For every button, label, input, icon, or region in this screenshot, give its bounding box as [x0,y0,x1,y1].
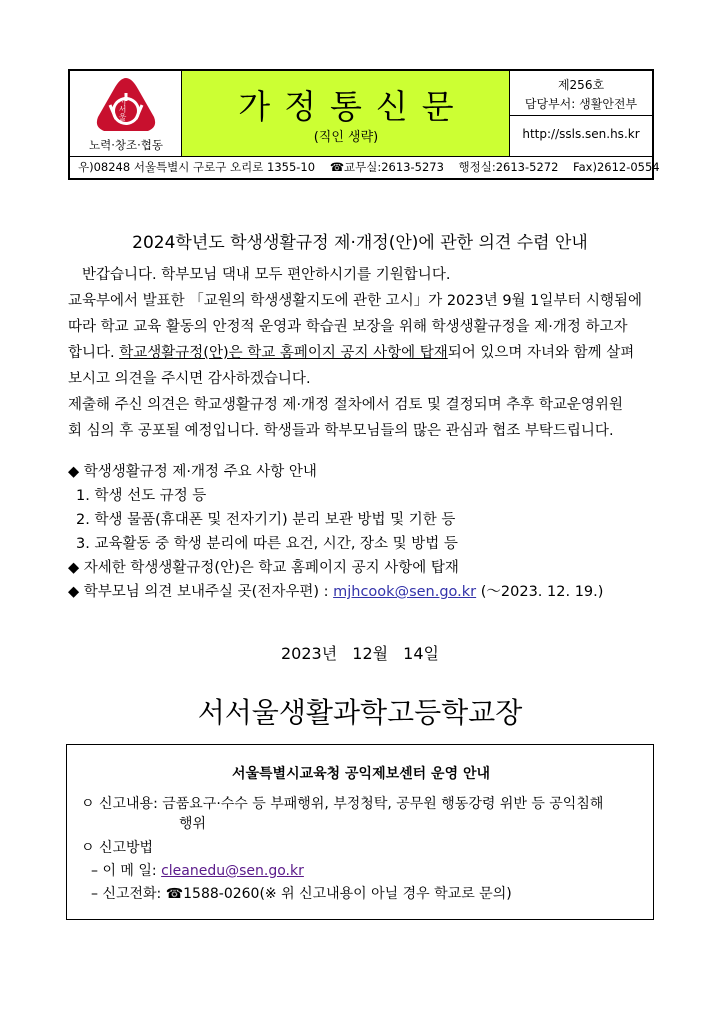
document-title: 2024학년도 학생생활규정 제·개정(안)에 관한 의견 수렴 안내 [132,233,588,253]
info-divider [510,115,652,116]
school-website: http://ssls.sen.hs.kr [522,127,640,141]
seal-omitted-note: (직인 생략) [313,130,379,145]
report-content-continued: 행위 [179,816,207,832]
paragraph1-line3-end: 되어 있으며 자녀와 함께 살펴 [447,345,635,361]
title-cell [182,71,510,156]
newsletter-header [68,69,660,180]
report-email-link[interactable]: cleanedu@sen.go.kr [161,863,304,879]
school-motto: 노력·창조·협동 [89,138,163,152]
paragraph1-line4: 보시고 의견을 주시면 감사하겠습니다. [68,371,311,387]
report-phone-row: – 신고전화: ☎1588-0260(※ 위 신고내용이 아닐 경우 학교로 문의) [91,886,512,902]
report-method-heading: ㅇ 신고방법 [81,840,154,856]
info-cell [510,71,652,156]
regulation-posting-note: 학교생활규정(안)은 학교 홈페이지 공지 사항에 탑재 [119,345,448,361]
department: 담당부서: 생활안전부 [524,97,638,111]
paragraph1-line2: 따라 학교 교육 활동의 안정적 운영과 학습권 보장을 위해 학생생활규정을 제·개정 하고자 [68,319,628,335]
fax-number: Fax)2612-0554 [573,160,660,174]
issue-number: 제256호 [557,78,605,92]
paragraph2-line1: 제출해 주신 의견은 학교생활규정 제·개정 절차에서 검토 및 결정되며 추후 학교운영위원 [68,397,623,413]
issue-date: 2023년 12월 14일 [281,644,439,663]
page-title: 가정통신문 [238,87,468,126]
school-address: 우)08248 서울특별시 구로구 오리로 1355-10 [78,160,316,174]
change-item-2: 2. 학생 물품(휴대폰 및 전자기기) 분리 보관 방법 및 기한 등 [76,512,456,528]
contact-row [70,156,660,178]
submit-deadline: (～2023. 12. 19.) [476,584,604,600]
paragraph1-line3 [68,341,634,362]
notice-title: 서울특별시교육청 공익제보센터 운영 안내 [231,766,491,782]
report-email-label: – 이 메 일: [91,863,162,879]
greeting: 반갑습니다. 학부모님 댁내 모두 편안하시기를 기원합니다. [82,267,451,283]
report-email-row [91,860,304,880]
report-content: ㅇ 신고내용: 금품요구·수수 등 부패행위, 부정청탁, 공무원 행동강령 위반 등 공익침해 [81,796,604,812]
paragraph2-line2: 회 심의 후 공포될 예정입니다. 학생들과 학부모님들의 많은 관심과 협조 부탁드립니다. [68,423,614,439]
bullet-submit-opinion [68,580,603,601]
phone-admin: ☎교무실:2613-5273 [329,160,444,174]
paragraph1-line1: 교육부에서 발표한 「교원의 학생생활지도에 관한 고시」가 2023년 9월 1일부터 시행됨에 [68,293,643,309]
opinion-email-link[interactable]: mjhcook@sen.go.kr [333,584,477,600]
change-item-1: 1. 학생 선도 규정 등 [76,488,207,504]
logo-text: 서서울 [118,97,127,121]
bullet-homepage-notice: ◆ 자세한 학생생활규정(안)은 학교 홈페이지 공지 사항에 탑재 [68,560,459,576]
bullet-main-changes: ◆ 학생생활규정 제·개정 주요 사항 안내 [68,464,317,480]
principal-signature: 서서울생활과학고등학교장 [197,696,523,729]
phone-office: 행정실:2613-5272 [458,160,559,174]
paragraph1-line3-start: 합니다. [68,345,120,361]
whistleblower-notice-box [66,744,654,920]
logo-cell [70,71,182,156]
change-item-3: 3. 교육활동 중 학생 분리에 따른 요건, 시간, 장소 및 방법 등 [76,536,458,552]
submit-opinion-label: ◆ 학부모님 의견 보내주실 곳(전자우편) : [68,584,334,600]
